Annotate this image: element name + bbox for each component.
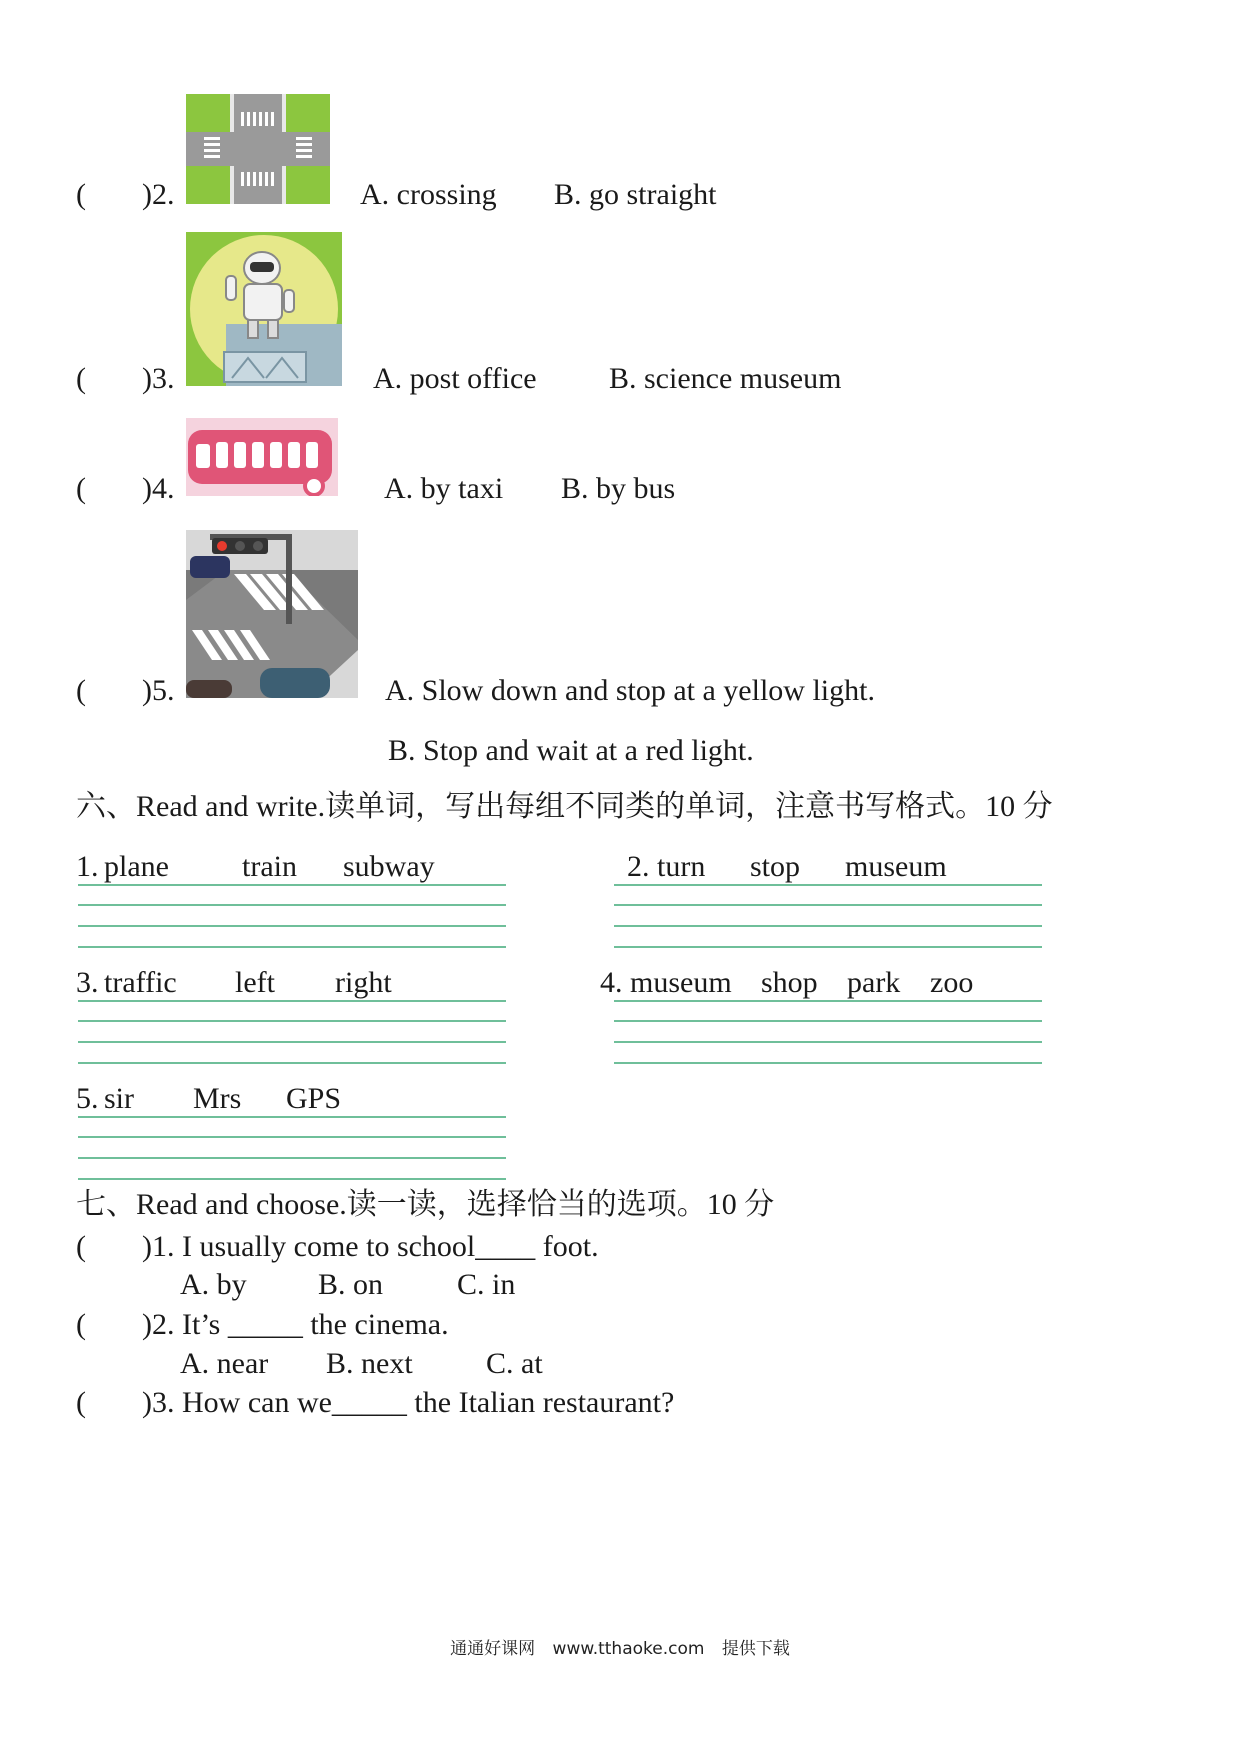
writing-lines[interactable] — [78, 884, 506, 948]
group-word: turn — [657, 850, 706, 883]
group-word: museum — [845, 850, 947, 883]
choice-option: C. in — [457, 1268, 516, 1301]
option-b: B. go straight — [554, 178, 717, 211]
choice-option: B. on — [318, 1268, 384, 1301]
writing-lines[interactable] — [78, 1000, 506, 1064]
question-number: )2. — [142, 178, 175, 211]
option-a: A. Slow down and stop at a yellow light. — [385, 674, 875, 707]
group-word: GPS — [286, 1082, 342, 1115]
group-word: sir — [104, 1082, 134, 1115]
group-word: plane — [104, 850, 169, 883]
answer-paren: ( — [76, 362, 86, 395]
question-stem: )2. It’s _____ the cinema. — [142, 1308, 449, 1341]
answer-paren: ( — [76, 472, 86, 505]
answer-paren: ( — [76, 1308, 86, 1341]
option-b: B. by bus — [561, 472, 676, 505]
footer-site-name: 通通好课网 — [450, 1639, 536, 1659]
choice-option: A. by — [180, 1268, 247, 1301]
crossroads-picture — [186, 94, 330, 204]
group-number: 4. — [600, 966, 623, 999]
group-word: museum — [630, 966, 732, 999]
group-number: 3. — [76, 966, 99, 999]
section-title: 六、Read and write.读单词，写出每组不同类的单词，注意书写格式。10 分 — [76, 790, 1053, 823]
group-word: stop — [750, 850, 801, 883]
choice-option: C. at — [486, 1347, 543, 1380]
option-b: B. science museum — [609, 362, 842, 395]
group-number: 2. — [627, 850, 650, 883]
writing-lines[interactable] — [614, 884, 1042, 948]
writing-lines[interactable] — [78, 1116, 506, 1180]
section-title: 七、Read and choose.读一读，选择恰当的选项。10 分 — [76, 1188, 775, 1221]
question-stem: )3. How can we_____ the Italian restaurant? — [142, 1386, 675, 1419]
writing-lines[interactable] — [614, 1000, 1042, 1064]
group-word: park — [847, 966, 901, 999]
robot-picture — [186, 232, 342, 386]
group-word: right — [335, 966, 392, 999]
footer-url[interactable]: www.tthaoke.com — [552, 1639, 705, 1659]
group-word: traffic — [104, 966, 177, 999]
question-stem: )1. I usually come to school____ foot. — [142, 1230, 599, 1263]
question-number: )3. — [142, 362, 175, 395]
option-a: A. crossing — [360, 178, 497, 211]
option-a: A. post office — [373, 362, 537, 395]
answer-paren: ( — [76, 1230, 86, 1263]
traffic-light-picture — [186, 530, 358, 698]
choice-option: B. next — [326, 1347, 413, 1380]
group-word: subway — [343, 850, 435, 883]
answer-paren: ( — [76, 1386, 86, 1419]
question-number: )4. — [142, 472, 175, 505]
bus-picture — [186, 412, 338, 496]
choice-option: A. near — [180, 1347, 269, 1380]
option-b: B. Stop and wait at a red light. — [388, 734, 754, 767]
group-word: left — [235, 966, 275, 999]
answer-paren: ( — [76, 178, 86, 211]
group-word: Mrs — [193, 1082, 242, 1115]
answer-paren: ( — [76, 674, 86, 707]
option-a: A. by taxi — [384, 472, 504, 505]
page-footer — [0, 1634, 1240, 1659]
group-word: train — [242, 850, 297, 883]
group-word: shop — [761, 966, 818, 999]
group-number: 5. — [76, 1082, 99, 1115]
group-word: zoo — [930, 966, 974, 999]
question-number: )5. — [142, 674, 175, 707]
group-number: 1. — [76, 850, 99, 883]
footer-tagline: 提供下载 — [721, 1639, 790, 1659]
